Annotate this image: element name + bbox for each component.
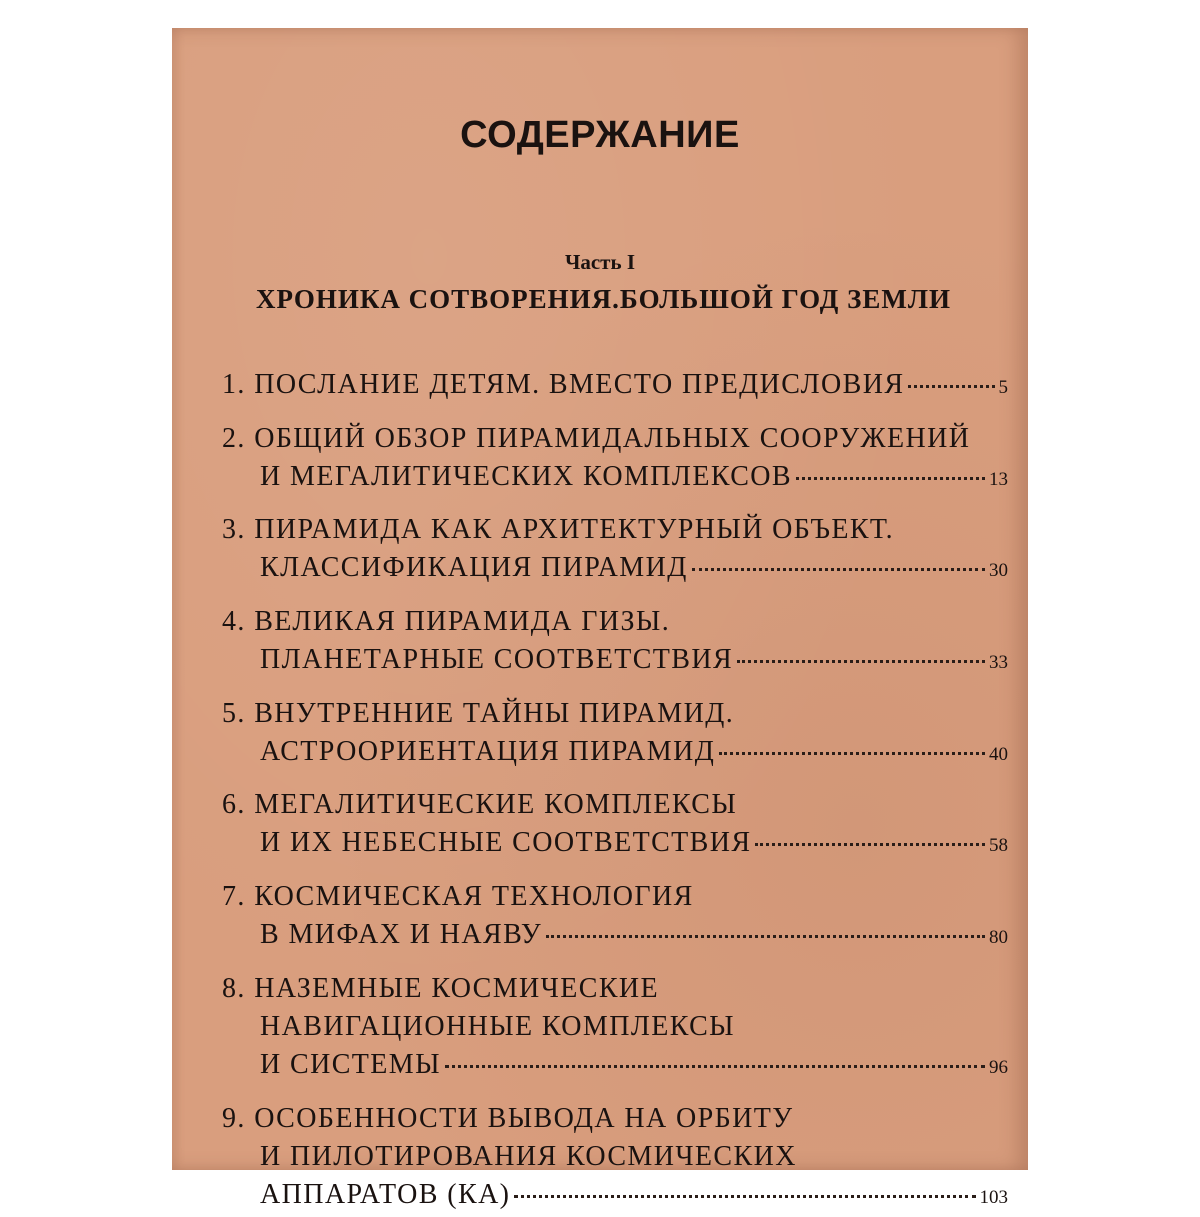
toc-entry-title-line: И МЕГАЛИТИЧЕСКИХ КОМПЛЕКСОВ	[260, 461, 792, 492]
toc-entry-title-line: В МИФАХ И НАЯВУ	[260, 919, 543, 950]
toc-entry-title-line: 1. ПОСЛАНИЕ ДЕТЯМ. ВМЕСТО ПРЕДИСЛОВИЯ	[222, 369, 905, 400]
toc-page-number: 96	[989, 1057, 1008, 1078]
dot-leader	[755, 842, 985, 846]
toc-entry-title-line: 8. НАЗЕМНЫЕ КОСМИЧЕСКИЕ	[222, 973, 660, 1004]
toc-page-number: 30	[989, 560, 1008, 581]
toc-entry-title-line: ПЛАНЕТАРНЫЕ СООТВЕТСТВИЯ	[260, 644, 734, 675]
part-title: ХРОНИКА СОТВОРЕНИЯ.БОЛЬШОЙ ГОД ЗЕМЛИ	[256, 284, 951, 314]
toc-entry-title-line: АСТРООРИЕНТАЦИЯ ПИРАМИД	[260, 736, 716, 767]
toc-entry	[222, 366, 1008, 404]
toc-entry	[222, 1100, 1008, 1214]
book-page	[172, 28, 1028, 1210]
toc-page-number: 80	[989, 927, 1008, 948]
toc-entry-title-line: 2. ОБЩИЙ ОБЗОР ПИРАМИДАЛЬНЫХ СООРУЖЕНИЙ	[222, 423, 971, 454]
dot-leader	[737, 659, 985, 663]
toc-page-number: 103	[979, 1187, 1008, 1208]
toc-entry-title-line: И СИСТЕМЫ	[260, 1049, 441, 1080]
toc-entry-title-line: КЛАССИФИКАЦИЯ ПИРАМИД	[260, 552, 688, 583]
toc-entry	[222, 878, 1008, 954]
toc-entry-title-line: 6. МЕГАЛИТИЧЕСКИЕ КОМПЛЕКСЫ	[222, 789, 738, 820]
dot-leader	[908, 384, 994, 388]
table-of-contents	[222, 366, 1008, 1214]
toc-entry-title-line: И ИХ НЕБЕСНЫЕ СООТВЕТСТВИЯ	[260, 827, 752, 858]
toc-entry-title-line: 4. ВЕЛИКАЯ ПИРАМИДА ГИЗЫ.	[222, 606, 671, 637]
toc-page-number: 58	[989, 835, 1008, 856]
toc-entry	[222, 695, 1008, 771]
toc-entry-title-line: 9. ОСОБЕННОСТИ ВЫВОДА НА ОРБИТУ	[222, 1103, 794, 1134]
toc-entry	[222, 970, 1008, 1084]
toc-entry-title-line: 5. ВНУТРЕННИЕ ТАЙНЫ ПИРАМИД.	[222, 698, 735, 729]
part-label: Часть I	[564, 250, 636, 274]
toc-entry-title-line: АППАРАТОВ (КА)	[260, 1179, 511, 1210]
toc-entry-title-line: 3. ПИРАМИДА КАК АРХИТЕКТУРНЫЙ ОБЪЕКТ.	[222, 514, 895, 545]
toc-page-number: 13	[989, 469, 1008, 490]
toc-entry	[222, 786, 1008, 862]
toc-entry-title-line: НАВИГАЦИОННЫЕ КОМПЛЕКСЫ	[260, 1011, 736, 1042]
page-title: СОДЕРЖАНИЕ	[460, 114, 740, 156]
dot-leader	[796, 476, 985, 480]
toc-entry-title-line: И ПИЛОТИРОВАНИЯ КОСМИЧЕСКИХ	[260, 1141, 797, 1172]
toc-entry	[222, 420, 1008, 496]
dot-leader	[692, 567, 985, 571]
dot-leader	[445, 1064, 985, 1068]
dot-leader	[719, 751, 985, 755]
toc-entry	[222, 603, 1008, 679]
toc-entry	[222, 511, 1008, 587]
toc-page-number: 33	[989, 652, 1008, 673]
toc-entry-title-line: 7. КОСМИЧЕСКАЯ ТЕХНОЛОГИЯ	[222, 881, 694, 912]
dot-leader	[514, 1194, 975, 1198]
toc-page-number: 5	[998, 377, 1008, 398]
toc-page-number: 40	[989, 744, 1008, 765]
dot-leader	[546, 934, 985, 938]
